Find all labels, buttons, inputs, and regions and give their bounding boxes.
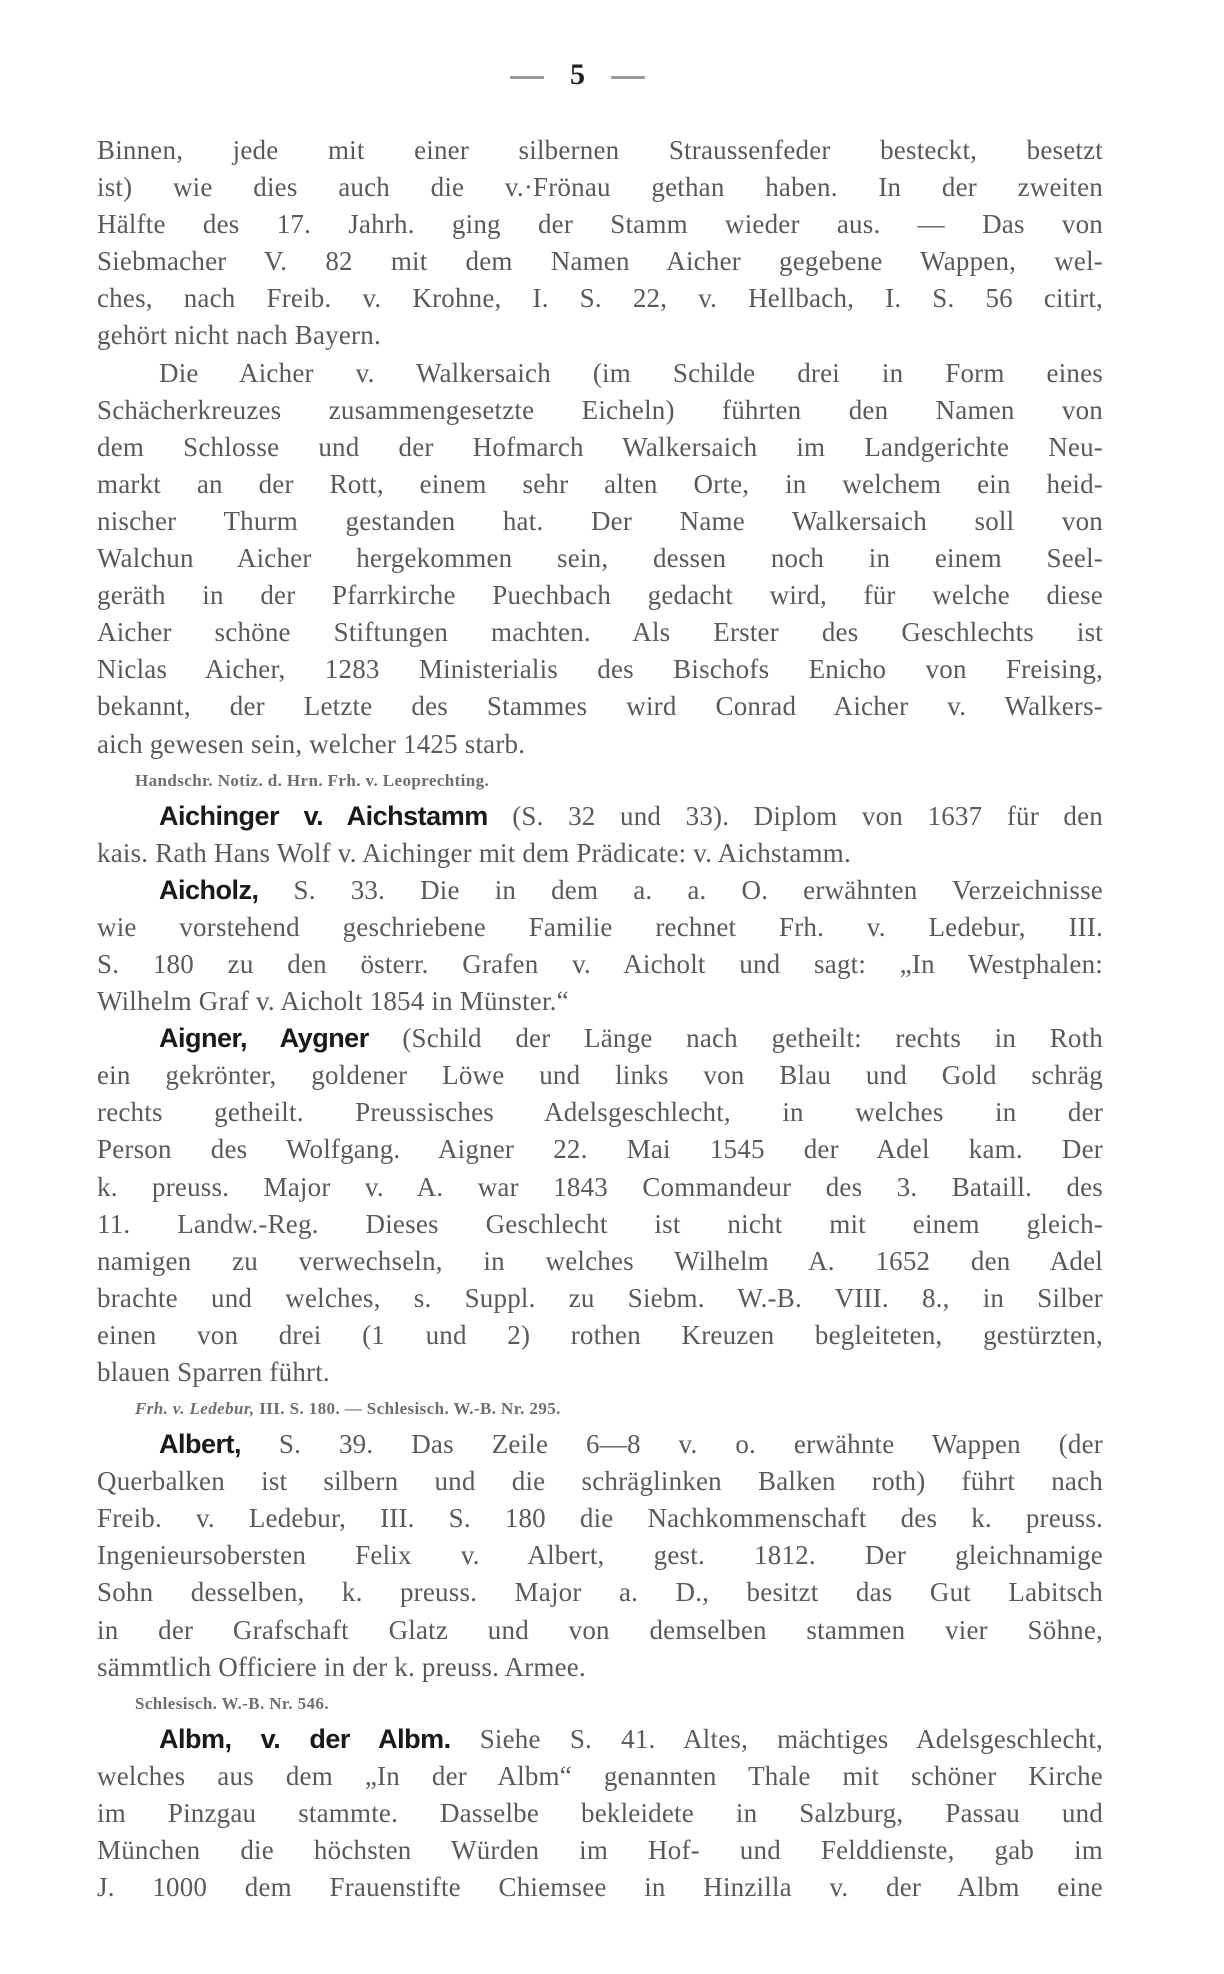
page-body — [97, 132, 1103, 1906]
text-line: Wilhelm Graf v. Aicholt 1854 in Münster.“ — [97, 986, 569, 1017]
text-line: Siebmacher V. 82 mit dem Namen Aicher gegebene Wappen, wel- — [97, 246, 1103, 277]
entry-lemma: Aichinger v. Aichstamm — [159, 800, 488, 831]
entry-lemma: Albert, — [159, 1429, 242, 1460]
text-line: nischer Thurm gestanden hat. Der Name Walkersaich soll von — [97, 505, 1103, 536]
text-line: aich gewesen sein, welcher 1425 starb. — [97, 728, 526, 759]
page-number: 5 — [570, 58, 585, 91]
entry-aicher-continued — [97, 132, 1103, 355]
entry-lemma: Albm, v. der Albm. — [159, 1723, 451, 1754]
citation: Schlesisch. W.-B. Nr. 546. — [135, 1693, 329, 1713]
header-dash-left — [510, 76, 544, 79]
text-line: ches, nach Freib. v. Krohne, I. S. 22, v. Hellbach, I. S. 56 citirt, — [97, 283, 1103, 314]
text-line: Person des Wolfgang. Aigner 22. Mai 1545 der Adel kam. Der — [97, 1134, 1103, 1165]
text-line: in der Grafschaft Glatz und von demselben stammen vier Söhne, — [97, 1614, 1103, 1645]
citation — [97, 1391, 1103, 1426]
text-line — [97, 872, 1103, 909]
text-line: blauen Sparren führt. — [97, 1357, 330, 1387]
entry-aicholz — [97, 872, 1103, 1020]
entry-lemma: Aigner, Aygner — [159, 1023, 369, 1054]
text-line — [97, 1721, 1103, 1758]
text-line: k. preuss. Major v. A. war 1843 Commandeur des 3. Bataill. des — [97, 1171, 1103, 1202]
text-line: Querbalken ist silbern und die schräglinken Balken roth) führt nach — [97, 1466, 1103, 1497]
text-line: einen von drei (1 und 2) rothen Kreuzen begleiteten, gestürzten, — [97, 1319, 1103, 1350]
entry-albm — [97, 1721, 1103, 1906]
entry-text: Siehe S. 41. Altes, mächtiges Adelsgeschlecht, — [450, 1723, 1103, 1754]
header-dash-right — [611, 76, 645, 79]
text-line: kais. Rath Hans Wolf v. Aichinger mit dem Prädicate: v. Aichstamm. — [97, 837, 851, 868]
text-line: Aicher schöne Stiftungen machten. Als Erster des Geschlechts ist — [97, 617, 1103, 648]
text-line: wie vorstehend geschriebene Familie rechnet Frh. v. Ledebur, III. — [97, 911, 1103, 942]
text-line: sämmtlich Officiere in der k. preuss. Armee. — [97, 1651, 586, 1682]
entry-lemma: Aicholz, — [159, 874, 259, 905]
entry-text: S. 39. Das Zeile 6—8 v. o. erwähnte Wappen (der — [241, 1429, 1103, 1460]
text-line: markt an der Rott, einem sehr alten Orte, in welchem ein heid- — [97, 468, 1103, 499]
citation-text: III. S. 180. — Schlesisch. W.-B. Nr. 295. — [254, 1399, 561, 1419]
text-line: Die Aicher v. Walkersaich (im Schilde drei in Form eines — [159, 357, 1103, 388]
text-line: Ingenieursobersten Felix v. Albert, gest. 1812. Der gleichnamige — [97, 1540, 1103, 1571]
entry-aigner — [97, 1020, 1103, 1426]
text-line: namigen zu verwechseln, in welches Wilhelm A. 1652 den Adel — [97, 1245, 1103, 1276]
text-line: ein gekrönter, goldener Löwe und links von Blau und Gold schräg — [97, 1060, 1103, 1091]
text-line: Binnen, jede mit einer silbernen Straussenfeder besteckt, besetzt — [97, 135, 1103, 165]
text-line: ist) wie dies auch die v.·Frönau gethan haben. In der zweiten — [97, 172, 1103, 203]
citation-author: Frh. v. Ledebur, — [135, 1399, 255, 1419]
text-line: brachte und welches, s. Suppl. zu Siebm. W.-B. VIII. 8., in Silber — [97, 1282, 1103, 1313]
text-line: bekannt, der Letzte des Stammes wird Conrad Aicher v. Walkers- — [97, 691, 1103, 722]
text-line: Sohn desselben, k. preuss. Major a. D., besitzt das Gut Labitsch — [97, 1577, 1103, 1608]
text-line: Schächerkreuzes zusammengesetzte Eicheln) führten den Namen von — [97, 394, 1103, 425]
entry-aicher-walkersaich — [97, 355, 1103, 798]
page-header — [0, 58, 1155, 92]
text-line: 11. Landw.-Reg. Dieses Geschlecht ist nicht mit einem gleich- — [97, 1208, 1103, 1239]
text-line: im Pinzgau stammte. Dasselbe bekleidete in Salzburg, Passau und — [97, 1797, 1103, 1828]
citation: Handschr. Notiz. d. Hrn. Frh. v. Leoprechting. — [135, 770, 490, 790]
text-line: Freib. v. Ledebur, III. S. 180 die Nachkommenschaft des k. preuss. — [97, 1503, 1103, 1534]
entry-albert — [97, 1426, 1103, 1721]
text-line: Walchun Aicher hergekommen sein, dessen noch in einem Seel- — [97, 543, 1103, 574]
text-line — [97, 798, 1103, 835]
text-line: J. 1000 dem Frauenstifte Chiemsee in Hinzilla v. der Albm eine — [97, 1872, 1103, 1903]
text-line: rechts getheilt. Preussisches Adelsgeschlecht, in welches in der — [97, 1097, 1103, 1128]
text-line: welches aus dem „In der Albm“ genannten Thale mit schöner Kirche — [97, 1760, 1103, 1791]
text-line: dem Schlosse und der Hofmarch Walkersaich im Landgerichte Neu- — [97, 431, 1103, 462]
text-line — [97, 1020, 1103, 1057]
entry-aichinger — [97, 798, 1103, 872]
text-line: gehört nicht nach Bayern. — [97, 320, 381, 351]
entry-text: (S. 32 und 33). Diplom von 1637 für den — [487, 800, 1103, 831]
text-line: geräth in der Pfarrkirche Puechbach gedacht wird, für welche diese — [97, 580, 1103, 611]
entry-text: S. 33. Die in dem a. a. O. erwähnten Verzeichnisse — [258, 874, 1103, 905]
entry-text: (Schild der Länge nach getheilt: rechts in Roth — [368, 1023, 1104, 1054]
text-line: Niclas Aicher, 1283 Ministerialis des Bischofs Enicho von Freising, — [97, 654, 1103, 685]
text-line — [97, 1426, 1103, 1463]
text-line: S. 180 zu den österr. Grafen v. Aicholt und sagt: „In Westphalen: — [97, 948, 1103, 979]
text-line: Hälfte des 17. Jahrh. ging der Stamm wieder aus. — Das von — [97, 209, 1103, 240]
text-line: München die höchsten Würden im Hof- und Felddienste, gab im — [97, 1835, 1103, 1866]
